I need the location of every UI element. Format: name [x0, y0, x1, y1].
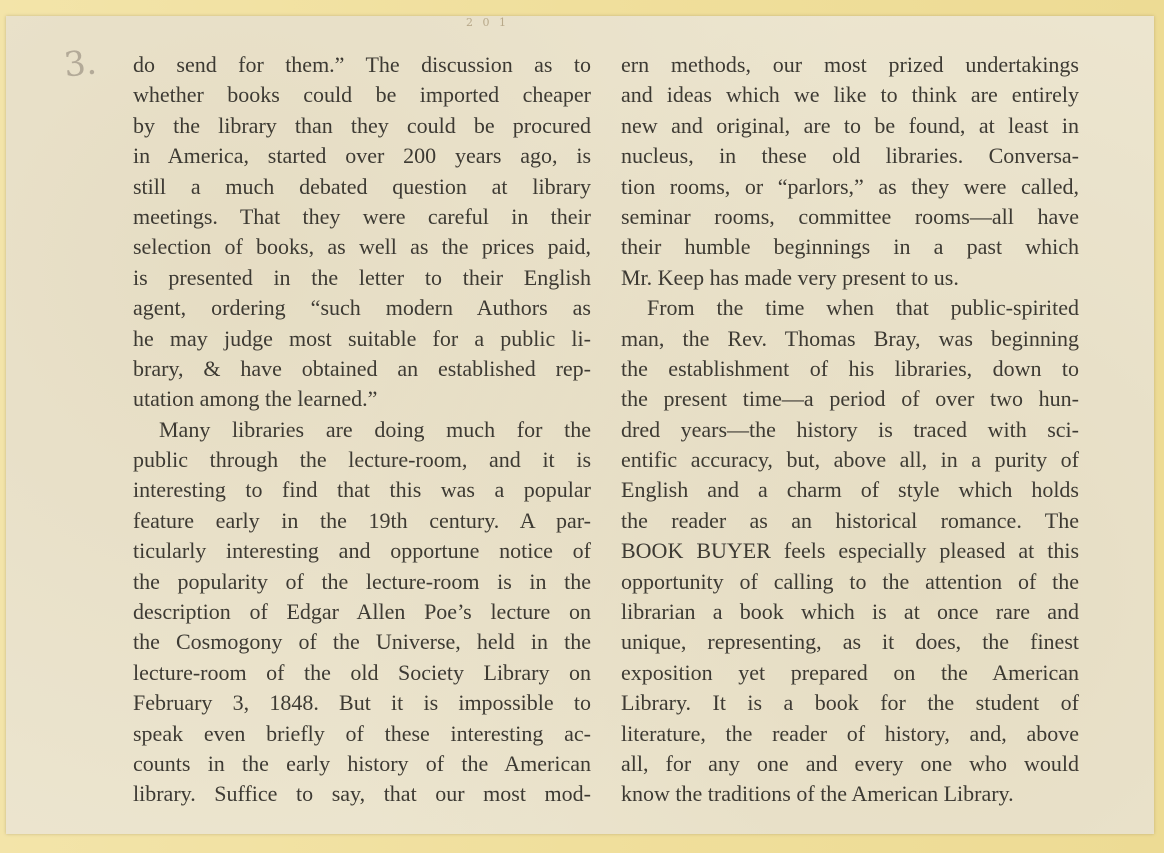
text-line: interesting to find that this was a popular [133, 477, 591, 503]
text-line: Library. It is a book for the student of [621, 690, 1079, 716]
text-line: whether books could be imported cheaper [133, 82, 591, 108]
top-edge-mark: 2 0 1 [466, 16, 509, 28]
text-line: February 3, 1848. But it is impossible to [133, 690, 591, 716]
text-line: exposition yet prepared on the American [621, 659, 1079, 685]
text-line: Mr. Keep has made very present to us. [621, 264, 959, 290]
text-line: unique, representing, as it does, the finest [621, 629, 1079, 655]
text-line: do send for them.” The discussion as to [133, 52, 591, 77]
left-column [133, 50, 591, 810]
text-line: literature, the reader of history, and, above [621, 720, 1079, 746]
text-line: the present time—a period of over two hun- [621, 386, 1079, 412]
text-line: ern methods, our most prized undertakings [621, 52, 1079, 77]
text-line: brary, & have obtained an established rep- [133, 355, 591, 381]
text-line: opportunity of calling to the attention of the [621, 568, 1079, 594]
text-line: and ideas which we like to think are entirely [621, 82, 1079, 108]
text-line: agent, ordering “such modern Authors as [133, 295, 591, 321]
text-line: by the library than they could be procured [133, 112, 591, 138]
text-line: librarian a book which is at once rare and [621, 599, 1079, 625]
text-line: the reader as an historical romance. The [621, 507, 1079, 533]
text-line: tion rooms, or “parlors,” as they were called, [621, 173, 1079, 199]
text-line: ticularly interesting and opportune notice of [133, 538, 591, 564]
text-line: dred years—the history is traced with sci- [621, 416, 1079, 442]
text-line: speak even briefly of these interesting ac- [133, 720, 591, 746]
text-line: From the time when that public-spirited [647, 295, 1079, 321]
right-column [621, 50, 1079, 810]
text-line: is presented in the letter to their English [133, 264, 591, 290]
text-line: man, the Rev. Thomas Bray, was beginning [621, 325, 1079, 351]
text-line: library. Suffice to say, that our most mod- [133, 781, 591, 807]
text-line: entific accuracy, but, above all, in a purity of [621, 447, 1079, 473]
text-line: know the traditions of the American Library. [621, 781, 1014, 807]
text-line: new and original, are to be found, at least in [621, 112, 1079, 138]
text-line: BOOK BUYER feels especially pleased at this [621, 538, 1079, 564]
text-line: counts in the early history of the American [133, 750, 591, 776]
text-line: their humble beginnings in a past which [621, 234, 1079, 260]
text-line: he may judge most suitable for a public li- [133, 325, 591, 351]
text-line: lecture-room of the old Society Library on [133, 659, 591, 685]
text-line: in America, started over 200 years ago, is [133, 143, 591, 169]
text-line: the popularity of the lecture-room is in the [133, 568, 591, 594]
text-line: English and a charm of style which holds [621, 477, 1079, 503]
page-number-mark: 3. [61, 42, 99, 86]
text-line: meetings. That they were careful in their [133, 203, 591, 229]
text-line: feature early in the 19th century. A par- [133, 507, 591, 533]
text-line: Many libraries are doing much for the [159, 416, 591, 442]
text-line: nucleus, in these old libraries. Conversa- [621, 143, 1079, 169]
text-line: public through the lecture-room, and it is [133, 447, 591, 473]
text-line: the establishment of his libraries, down to [621, 355, 1079, 381]
text-line: selection of books, as well as the prices paid, [133, 234, 591, 260]
text-line: description of Edgar Allen Poe’s lecture on [133, 599, 591, 625]
text-line: still a much debated question at library [133, 173, 591, 199]
text-line: the Cosmogony of the Universe, held in the [133, 629, 591, 655]
text-line: seminar rooms, committee rooms—all have [621, 203, 1079, 229]
text-line: utation among the learned.” [133, 386, 378, 412]
text-line: all, for any one and every one who would [621, 750, 1079, 776]
